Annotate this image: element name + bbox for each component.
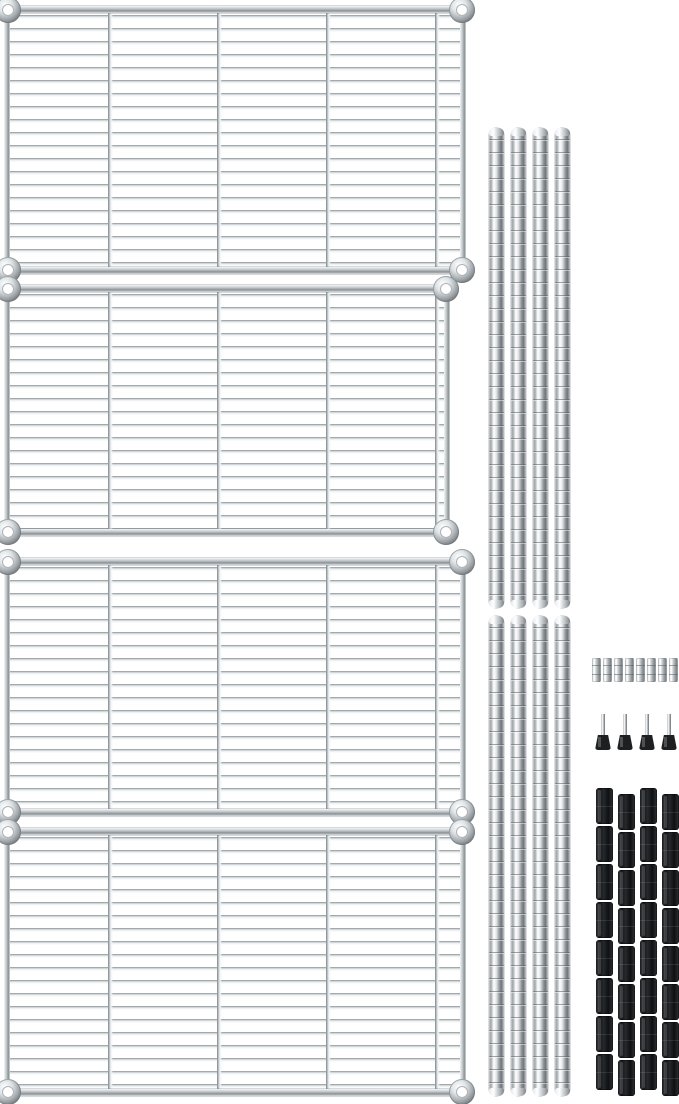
split-sleeve-clip — [640, 788, 657, 824]
split-sleeve-clip — [640, 826, 657, 862]
post-cap-icon — [555, 616, 570, 624]
split-sleeve-clip — [596, 826, 613, 862]
foot-stem — [667, 714, 671, 736]
shelf-corner-collar — [433, 276, 459, 302]
connector-sleeve-pair — [592, 658, 612, 682]
split-sleeve-clip — [596, 1054, 613, 1090]
shelf-right-rail — [444, 285, 450, 536]
post-cap-icon — [489, 600, 504, 608]
shelf-front-rail — [4, 6, 466, 13]
post-cap-icon — [511, 1088, 526, 1096]
post-cap-icon — [555, 128, 570, 136]
split-sleeve-clip — [662, 946, 679, 982]
split-sleeve-clip — [618, 1022, 635, 1058]
shelf-wire-deck — [4, 285, 450, 536]
split-sleeve-clip — [662, 1060, 679, 1096]
post-cap-icon — [489, 616, 504, 624]
split-sleeve-clip — [662, 832, 679, 868]
shelf-left-rail — [4, 558, 10, 816]
split-sleeve-clip — [618, 984, 635, 1020]
split-sleeve-clip — [618, 946, 635, 982]
foot-stem — [645, 714, 649, 736]
shelf-corner-collar — [0, 1079, 21, 1104]
post-cap-icon — [533, 128, 548, 136]
shelf-wire-deck — [4, 828, 466, 1096]
post-cap-icon — [489, 128, 504, 136]
foot-stem — [623, 714, 627, 736]
post-cap-icon — [533, 616, 548, 624]
leveling-foot — [617, 714, 633, 750]
split-sleeve-clip — [662, 794, 679, 830]
shelf-corner-collar — [449, 819, 475, 845]
split-sleeve-clip — [640, 902, 657, 938]
upright-post — [489, 128, 504, 608]
wire-shelf — [4, 6, 466, 274]
sleeve-half — [658, 658, 667, 682]
wire-shelf — [4, 558, 466, 816]
shelf-corner-collar — [433, 519, 459, 545]
upright-post — [555, 128, 570, 608]
split-sleeve-clip — [662, 870, 679, 906]
upright-post — [489, 616, 504, 1096]
split-sleeve-clip — [662, 984, 679, 1020]
split-sleeve-clip — [640, 940, 657, 976]
shelf-left-rail — [4, 285, 10, 536]
post-cap-icon — [511, 128, 526, 136]
shelf-corner-collar — [0, 519, 21, 545]
foot-base — [617, 735, 633, 750]
shelf-right-rail — [460, 828, 466, 1096]
shelf-corner-collar — [449, 1079, 475, 1104]
shelf-front-rail — [4, 828, 466, 835]
upright-post — [555, 616, 570, 1096]
upright-post — [533, 616, 548, 1096]
post-cap-icon — [555, 1088, 570, 1096]
connector-sleeve-pair — [658, 658, 678, 682]
foot-base — [639, 735, 655, 750]
split-sleeve-clip — [640, 864, 657, 900]
shelf-back-rail — [4, 809, 466, 816]
shelf-left-rail — [4, 6, 10, 274]
connector-sleeve-pair — [636, 658, 656, 682]
foot-base — [661, 735, 677, 750]
shelf-right-rail — [460, 6, 466, 274]
upright-post — [511, 128, 526, 608]
shelf-left-rail — [4, 828, 10, 1096]
leveling-foot — [661, 714, 677, 750]
leveling-foot — [639, 714, 655, 750]
sleeve-half — [636, 658, 645, 682]
post-cap-icon — [489, 1088, 504, 1096]
split-sleeve-clip — [596, 788, 613, 824]
split-sleeve-clip — [618, 870, 635, 906]
shelf-corner-collar — [449, 549, 475, 575]
sleeve-half — [603, 658, 612, 682]
wire-shelf — [4, 828, 466, 1096]
shelf-back-rail — [4, 1089, 466, 1096]
split-sleeve-clip — [596, 864, 613, 900]
split-sleeve-clip — [640, 978, 657, 1014]
sleeve-half — [625, 658, 634, 682]
sleeve-half — [614, 658, 623, 682]
split-sleeve-clip — [618, 1060, 635, 1096]
shelf-corner-collar — [449, 0, 475, 23]
shelf-back-rail — [4, 267, 466, 274]
post-cap-icon — [511, 616, 526, 624]
split-sleeve-clip — [596, 978, 613, 1014]
split-sleeve-clip — [640, 1054, 657, 1090]
split-sleeve-clip — [618, 908, 635, 944]
split-sleeve-clip — [596, 1016, 613, 1052]
shelf-wire-deck — [4, 558, 466, 816]
post-cap-icon — [533, 1088, 548, 1096]
leveling-foot — [595, 714, 611, 750]
post-cap-icon — [511, 600, 526, 608]
upright-post — [533, 128, 548, 608]
split-sleeve-clip — [662, 908, 679, 944]
split-sleeve-clip — [596, 940, 613, 976]
shelf-right-rail — [460, 558, 466, 816]
split-sleeve-clip — [662, 1022, 679, 1058]
sleeve-half — [592, 658, 601, 682]
split-sleeve-clip — [618, 832, 635, 868]
wire-shelf — [4, 285, 450, 536]
post-cap-icon — [555, 600, 570, 608]
split-sleeve-clip — [640, 1016, 657, 1052]
shelf-front-rail — [4, 558, 466, 565]
post-cap-icon — [533, 600, 548, 608]
connector-sleeve-pair — [614, 658, 634, 682]
split-sleeve-clip — [618, 794, 635, 830]
shelf-front-rail — [4, 285, 450, 292]
foot-base — [595, 735, 611, 750]
shelf-wire-deck — [4, 6, 466, 274]
sleeve-half — [647, 658, 656, 682]
split-sleeve-clip — [596, 902, 613, 938]
shelf-back-rail — [4, 529, 450, 536]
upright-post — [511, 616, 526, 1096]
foot-stem — [601, 714, 605, 736]
sleeve-half — [669, 658, 678, 682]
